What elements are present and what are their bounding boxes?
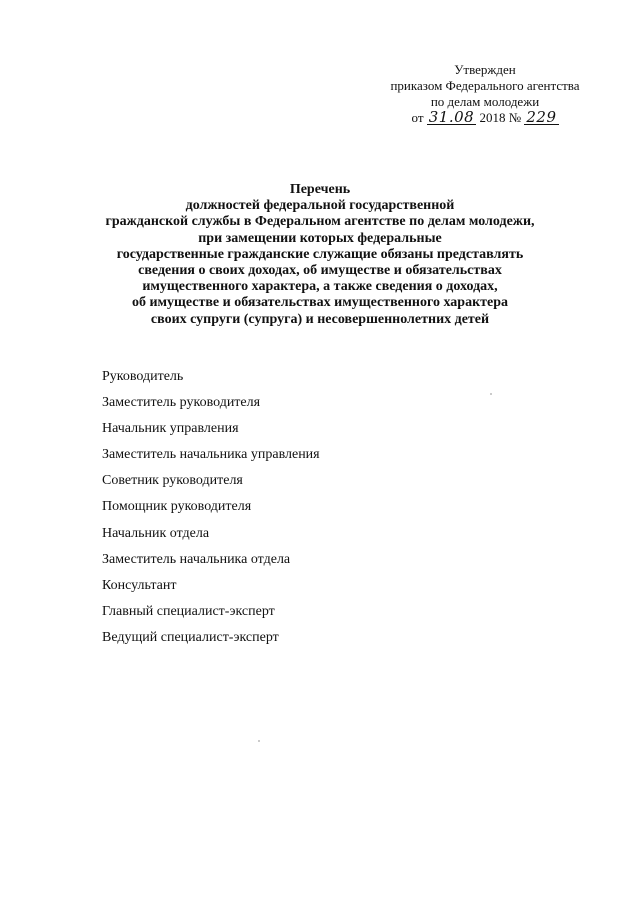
title-line: должностей федеральной государственной (185, 198, 455, 214)
position-item: Начальник управления (102, 421, 239, 437)
position-item: Руководитель (102, 369, 184, 384)
position-item: Начальник отдела (102, 525, 210, 541)
position-item: Советник руководителя (102, 473, 243, 489)
approval-block (380, 62, 590, 126)
scan-speck (258, 740, 260, 742)
approval-heading: Утвержден (454, 62, 516, 77)
date-prefix: от (411, 110, 424, 125)
position-item: Главный специалист-эксперт (102, 603, 275, 619)
scan-speck (490, 393, 492, 395)
position-item: Заместитель начальника отдела (102, 551, 291, 567)
title-line: Перечень (289, 182, 351, 197)
title-line: своих супруги (супруга) и несовершеннолетних детей (150, 311, 490, 327)
handwritten-date: 31.08 (428, 108, 475, 126)
position-item: Заместитель начальника управления (102, 447, 320, 463)
title-line: государственные гражданские служащие обязаны представлять (116, 246, 524, 262)
approval-date-line (380, 110, 590, 126)
handwritten-order-number: 229 (526, 108, 557, 126)
positions-list (102, 368, 320, 655)
title-line: при замещении которых федеральные (198, 230, 442, 246)
position-item: Консультант (102, 577, 177, 593)
title-line: об имуществе и обязательствах имущественного характера (131, 295, 509, 311)
year-and-number-label: 2018 № (479, 110, 522, 125)
approval-agency-line: по делам молодежи (430, 94, 540, 109)
title-line: имущественного характера, а также сведения о доходах, (142, 279, 498, 295)
position-item: Помощник руководителя (102, 499, 252, 515)
approval-order-line: приказом Федерального агентства (390, 78, 580, 93)
title-line: гражданской службы в Федеральном агентстве по делам молодежи, (105, 214, 535, 230)
position-item: Ведущий специалист-эксперт (102, 629, 279, 645)
position-item: Заместитель руководителя (102, 395, 261, 411)
document-title (60, 182, 580, 328)
title-line: сведения о своих доходах, об имуществе и обязательствах (138, 263, 502, 279)
